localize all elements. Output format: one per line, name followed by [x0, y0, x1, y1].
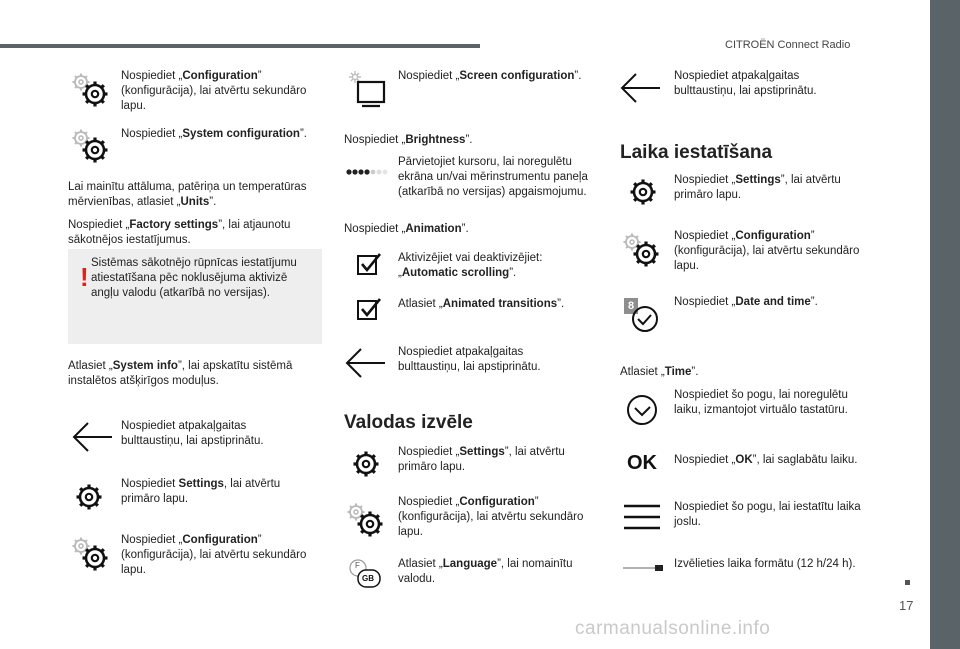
- col1-para3: Atlasiet „System info”, lai apskatītu sistēmā instalētos atšķirīgos moduļus.: [68, 360, 293, 387]
- back-arrow-icon-2: [345, 347, 389, 381]
- settings-icon-2: [350, 448, 382, 480]
- date-time-icon: [624, 298, 664, 336]
- menu-list-icon: [622, 502, 662, 532]
- col2-item1: Nospiediet „Screen configuration”.: [398, 70, 582, 82]
- language-icon-top-label: F: [355, 561, 360, 570]
- step-badge: 8: [624, 298, 638, 314]
- system-configuration-icon: [70, 126, 112, 166]
- section-heading-language: Valodas izvēle: [344, 412, 473, 433]
- col1-item1: Nospiediet „Configuration” (konfigurācija), lai atvērtu sekundāro lapu.: [121, 70, 307, 112]
- col1-item3: Nospiediet atpakaļgaitas bulttaustiņu, lai apstiprinātu.: [121, 420, 264, 447]
- ok-icon: OK: [627, 452, 657, 474]
- language-icon: [346, 556, 386, 592]
- checkbox-icon: [356, 252, 384, 278]
- warning-icon: !: [80, 262, 89, 292]
- section-heading-time: Laika iestatīšana: [620, 142, 773, 163]
- col2-item3: Aktivizējiet vai deaktivizējiet: „Automatic scrolling”.: [398, 252, 543, 279]
- col3-item4: Nospiediet „Date and time”.: [674, 296, 818, 308]
- col2-item6: Nospiediet „Settings”, lai atvērtu primāro lapu.: [398, 446, 565, 473]
- col1-para1: Lai mainītu attāluma, patēriņa un temperatūras mērvienības, atlasiet „Units”.: [68, 181, 307, 208]
- col1-para2: Nospiediet „Factory settings”, lai atjaunotu sākotnējos iestatījumus.: [68, 219, 291, 246]
- checkbox-icon-2: [356, 297, 384, 323]
- col3-item8: Izvēlieties laika formātu (12 h/24 h).: [674, 558, 856, 570]
- col3-item5: Nospiediet šo pogu, lai noregulētu laiku, izmantojot virtuālo tastatūru.: [674, 389, 848, 416]
- language-icon-bottom-label: GB: [362, 574, 374, 583]
- settings-icon: [74, 481, 106, 513]
- clock-check-icon: [625, 393, 661, 427]
- col2-para1: Nospiediet „Brightness”.: [344, 134, 473, 146]
- settings-icon-3: [627, 176, 659, 208]
- configuration-icon-4: [621, 230, 663, 270]
- page-number: 17: [899, 598, 914, 613]
- time-format-toggle-icon: [621, 563, 665, 573]
- col2-item7: Nospiediet „Configuration” (konfigurācija), lai atvērtu sekundāro lapu.: [398, 496, 584, 538]
- page-marker: [905, 580, 910, 585]
- watermark: carmanualsonline.info: [575, 618, 771, 639]
- col3-item3: Nospiediet „Configuration” (konfigurācija), lai atvērtu sekundāro lapu.: [674, 230, 860, 272]
- page-side-band: [930, 0, 960, 649]
- header-rule: [0, 44, 480, 48]
- back-arrow-icon-3: [620, 72, 664, 106]
- col2-item4: Atlasiet „Animated transitions”.: [398, 298, 565, 310]
- screen-configuration-icon: [345, 69, 389, 109]
- configuration-icon-2: [70, 534, 112, 574]
- col3-item7: Nospiediet šo pogu, lai iestatītu laika joslu.: [674, 501, 861, 528]
- col2-item8: Atlasiet „Language”, lai nomainītu valodu.: [398, 558, 573, 585]
- col2-para2: Nospiediet „Animation”.: [344, 223, 469, 235]
- warning-note-text: Sistēmas sākotnējo rūpnīcas iestatījumu atiestatīšana pēc noklusējuma aktivizē angļu valodu (atkarībā no versijas).: [91, 257, 297, 299]
- configuration-icon-3: [345, 500, 387, 540]
- col3-item2: Nospiediet „Settings”, lai atvērtu primāro lapu.: [674, 174, 841, 201]
- col1-item2: Nospiediet „System configuration”.: [121, 128, 307, 140]
- col2-item2: Pārvietojiet kursoru, lai noregulētu ekrāna un/vai mērinstrumentu paneļa (atkarībā no versijas) apgaismojumu.: [398, 156, 588, 198]
- col3-item1: Nospiediet atpakaļgaitas bulttaustiņu, lai apstiprinātu.: [674, 70, 817, 97]
- brightness-slider-icon: [345, 165, 391, 179]
- col2-item5: Nospiediet atpakaļgaitas bulttaustiņu, lai apstiprinātu.: [398, 346, 541, 373]
- col3-item6: Nospiediet „OK”, lai saglabātu laiku.: [674, 454, 858, 466]
- back-arrow-icon: [72, 421, 116, 455]
- configuration-icon: [70, 70, 112, 110]
- col1-item5: Nospiediet „Configuration” (konfigurācija), lai atvērtu sekundāro lapu.: [121, 534, 307, 576]
- brand-title: CITROËN Connect Radio: [725, 39, 851, 51]
- col1-item4: Nospiediet Settings, lai atvērtu primāro lapu.: [121, 478, 281, 505]
- col3-para1: Atlasiet „Time”.: [620, 366, 699, 378]
